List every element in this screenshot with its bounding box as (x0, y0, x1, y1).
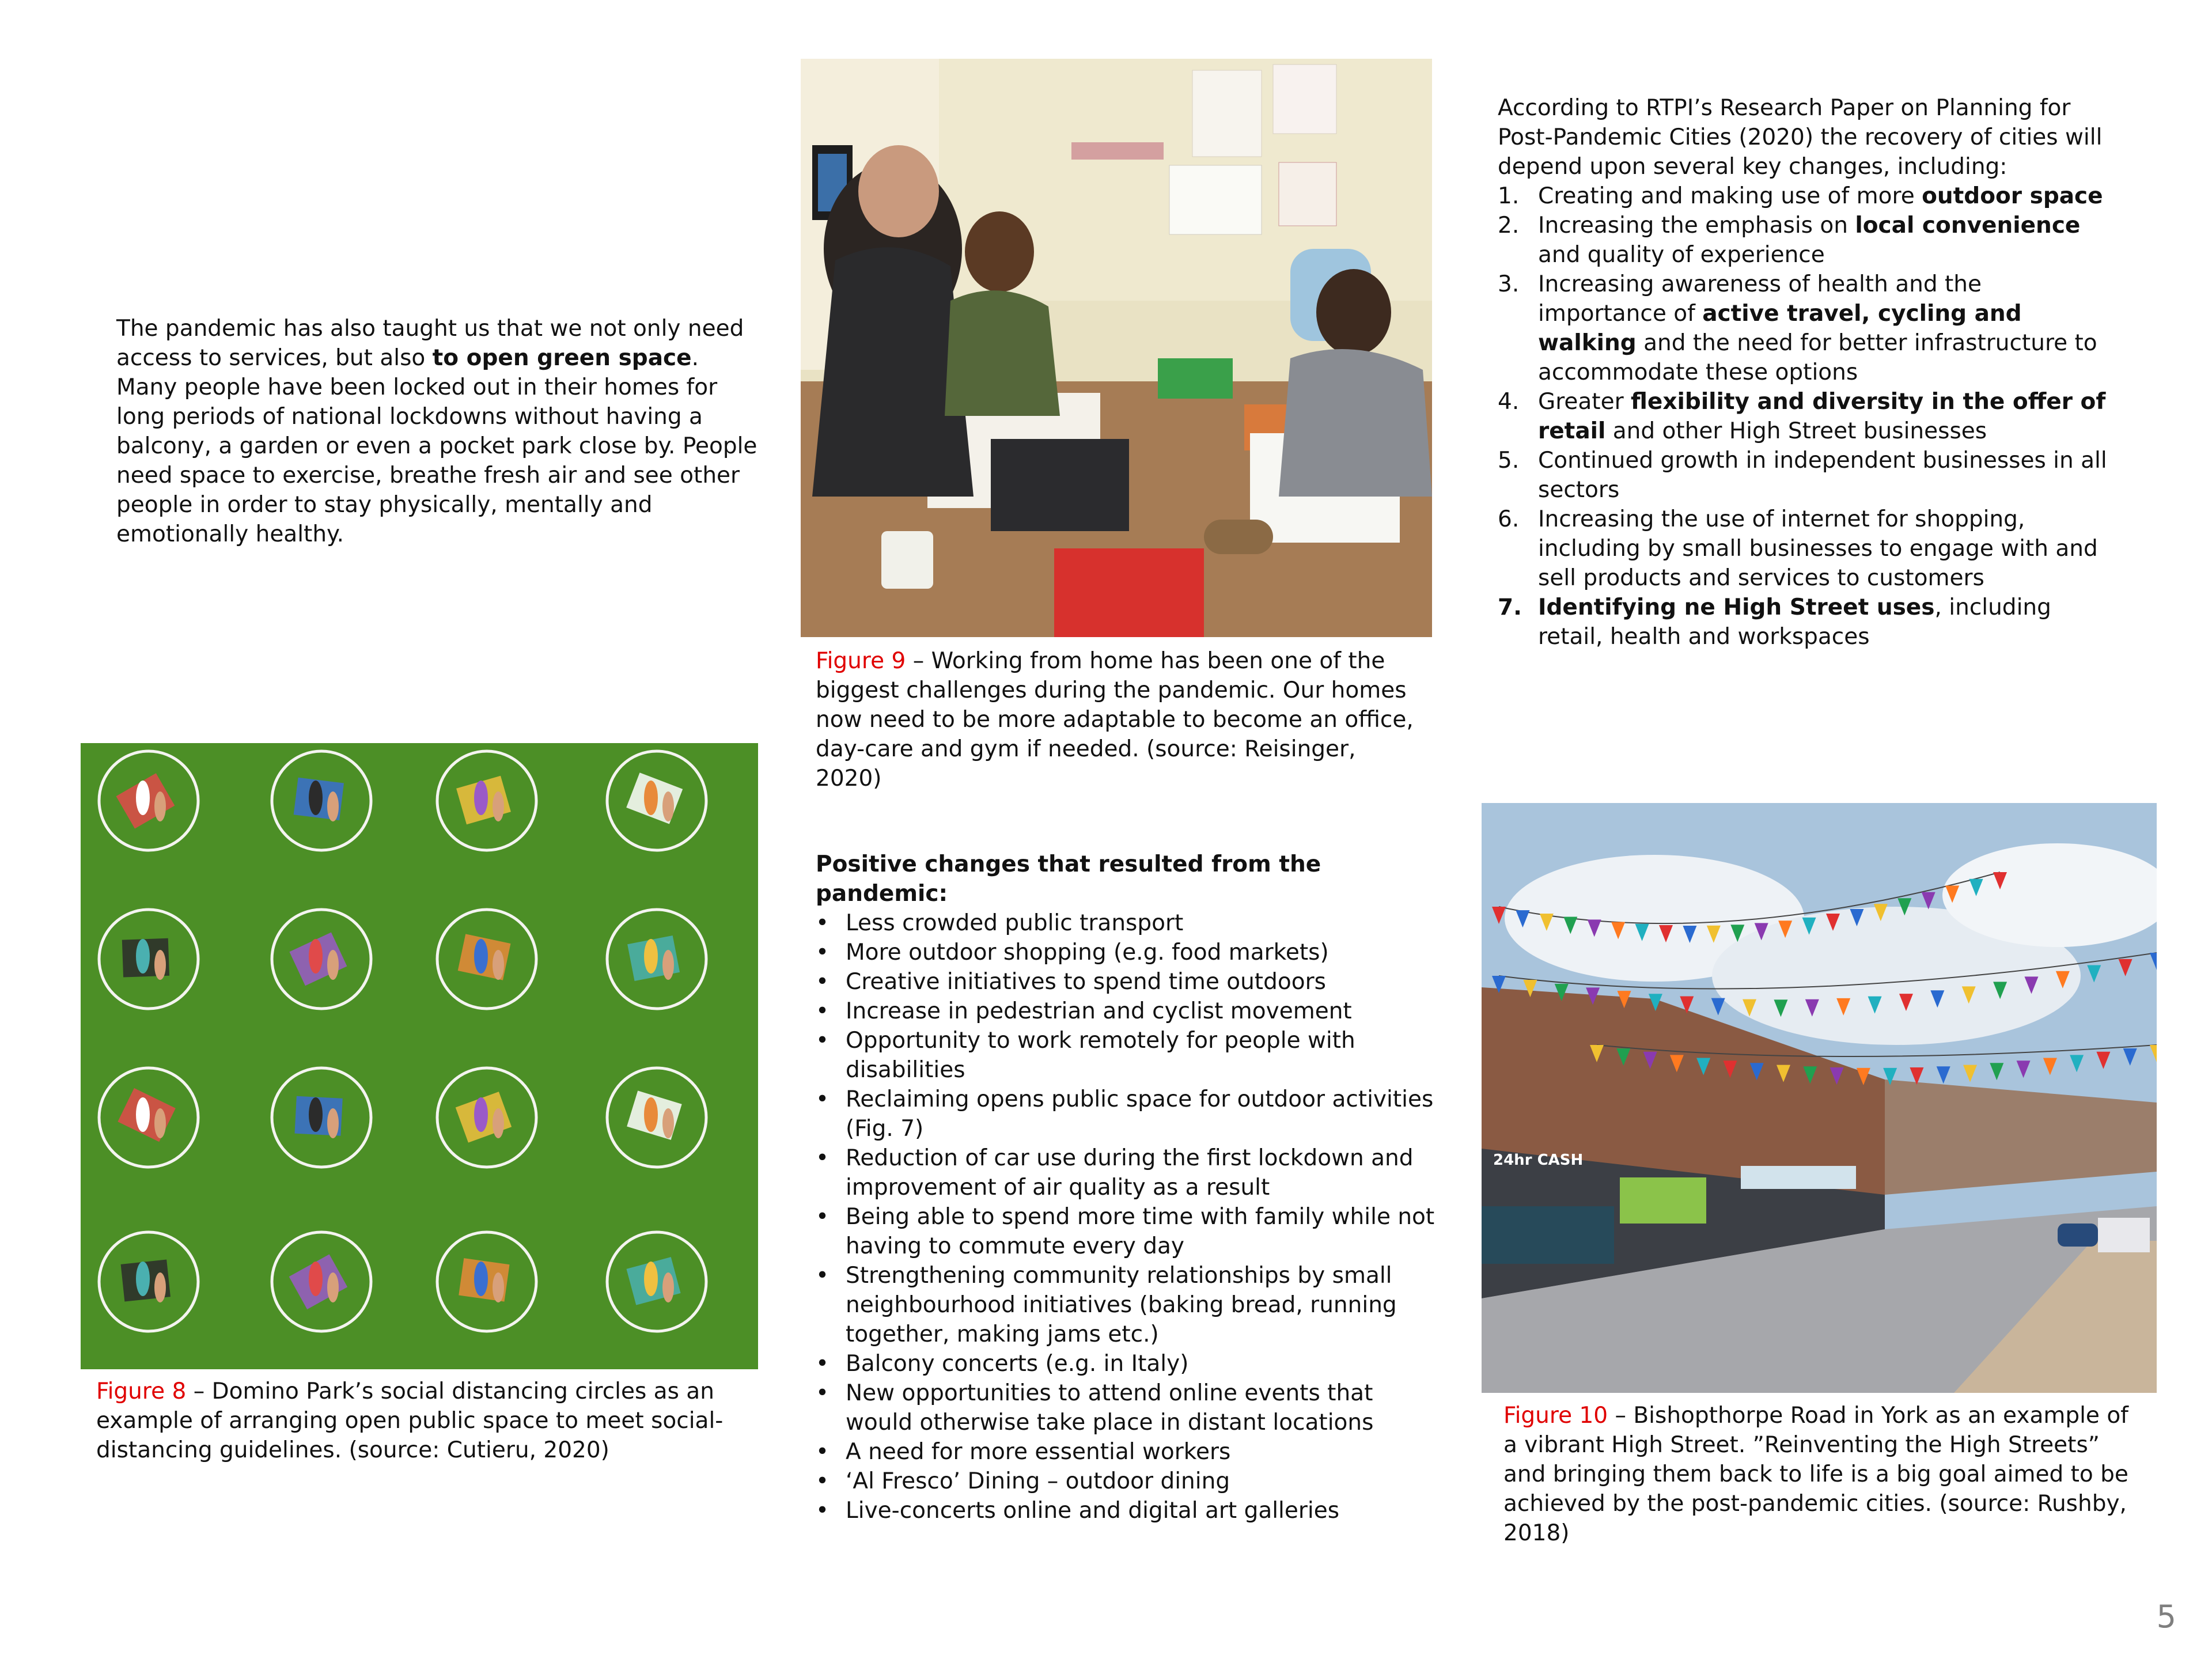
figure-9-photo (801, 59, 1432, 637)
positive-change-item (816, 1437, 1438, 1467)
rtpi-item-text (1538, 211, 2108, 270)
positive-change-text: ‘Al Fresco’ Dining – outdoor dining (846, 1468, 1230, 1494)
rtpi-item-text (1538, 181, 2108, 211)
rtpi-list-item (1498, 181, 2108, 211)
rtpi-item-text-a: Creating and making use of more (1538, 183, 1922, 209)
positive-change-text: Opportunity to work remotely for people with disabilities (846, 1028, 1355, 1083)
positive-change-text: More outdoor shopping (e.g. food markets) (846, 940, 1329, 965)
rtpi-item-number: 5. (1498, 448, 1520, 474)
rtpi-item-text-a: Increasing awareness of health and the importance of (1538, 271, 1982, 327)
rtpi-item-text-c: , including retail, health and workspaces (1538, 594, 2051, 650)
bullet-icon: • (816, 969, 830, 995)
figure-8-label: Figure 8 (96, 1378, 187, 1404)
bullet-icon: • (816, 1086, 830, 1112)
positive-change-item (816, 938, 1438, 967)
positive-change-item (816, 1202, 1438, 1261)
rtpi-list-item (1498, 505, 2108, 593)
figure-10-photo (1482, 803, 2157, 1393)
positive-change-item (816, 1085, 1438, 1143)
figure-8-caption (96, 1377, 753, 1465)
positive-change-item (816, 997, 1438, 1026)
figure-10-caption-text: – Bishopthorpe Road in York as an example of a vibrant High Street. ”Reinventing the High Streets” and bringing them back to life is a big goal aimed to be achieved by the post-pandemic cities. (source: Rushby, 2018) (1503, 1403, 2128, 1546)
positive-change-item (816, 1261, 1438, 1349)
bullet-icon: • (816, 1145, 830, 1171)
rtpi-item-text (1538, 270, 2108, 387)
shop-sign: 24hr CASH (1493, 1152, 1584, 1169)
bullet-icon: • (816, 1204, 830, 1230)
intro-paragraph (116, 314, 762, 549)
figure-9-caption-text: – Working from home has been one of the biggest challenges during the pandemic. Our homes now need to be more adaptable to become an office, day-care and gym if needed. (source: Reisinger, 2020) (816, 648, 1414, 791)
page-number: 5 (2156, 1599, 2176, 1635)
positive-change-text: New opportunities to attend online events that would otherwise take place in distant locations (846, 1380, 1374, 1435)
rtpi-item-text-a: Continued growth in independent businesses in all sectors (1538, 448, 2107, 503)
positive-change-text: Creative initiatives to spend time outdoors (846, 969, 1326, 995)
rtpi-item-text (1538, 446, 2108, 505)
rtpi-item-text (1538, 505, 2108, 593)
rtpi-list-item (1498, 387, 2108, 446)
rtpi-item-text-c: and the need for better infrastructure to accommodate these options (1538, 330, 2097, 385)
bullet-icon: • (816, 1351, 830, 1377)
rtpi-list-item (1498, 270, 2108, 387)
rtpi-section (1498, 93, 2108, 652)
positive-change-text: Reclaiming opens public space for outdoor activities (Fig. 7) (846, 1086, 1434, 1142)
positive-change-item (816, 1496, 1438, 1525)
rtpi-item-number: 6. (1498, 506, 1520, 532)
bullet-icon: • (816, 1439, 830, 1465)
positive-changes-section (816, 850, 1438, 1525)
rtpi-item-text-a: Greater (1538, 389, 1631, 415)
rtpi-item-text (1538, 387, 2108, 446)
rtpi-item-bold: local convenience (1855, 213, 2081, 238)
positive-changes-list (816, 908, 1438, 1525)
bullet-icon: • (816, 1468, 830, 1494)
bullet-icon: • (816, 910, 830, 936)
rtpi-item-text (1538, 593, 2108, 652)
bullet-icon: • (816, 1498, 830, 1524)
positive-change-item (816, 1378, 1438, 1437)
rtpi-intro: According to RTPI’s Research Paper on Planning for Post-Pandemic Cities (2020) the recovery of cities will depend upon several key changes, including: (1498, 95, 2103, 180)
rtpi-item-number: 7. (1498, 594, 1522, 620)
bullet-icon: • (816, 940, 830, 965)
positive-change-text: Live-concerts online and digital art galleries (846, 1498, 1340, 1524)
positive-change-text: Being able to spend more time with family while not having to commute every day (846, 1204, 1435, 1259)
bullet-icon: • (816, 998, 830, 1024)
park-lawn-svg (81, 743, 758, 1369)
bullet-icon: • (816, 1380, 830, 1406)
rtpi-item-bold: active travel, cycling and walking (1538, 301, 2022, 356)
rtpi-item-text-c: and quality of experience (1538, 242, 1825, 268)
rtpi-item-number: 4. (1498, 389, 1520, 415)
positive-change-item (816, 1467, 1438, 1496)
rtpi-list-item (1498, 593, 2108, 652)
rtpi-item-number: 3. (1498, 271, 1520, 297)
figure-8-photo (81, 743, 758, 1369)
figure-10-caption (1503, 1401, 2149, 1548)
rtpi-item-bold: Identifying ne High Street uses (1538, 594, 1935, 620)
positive-change-text: Increase in pedestrian and cyclist movement (846, 998, 1352, 1024)
figure-9-caption (816, 646, 1426, 793)
rtpi-item-text-c: and other High Street businesses (1605, 418, 1987, 444)
intro-text-start: The pandemic has also taught us that we not only need access to services, but also (116, 316, 744, 371)
positive-change-text: Reduction of car use during the first lockdown and improvement of air quality as a result (846, 1145, 1414, 1200)
intro-bold-phrase: to open green space (432, 345, 692, 371)
figure-9-label: Figure 9 (816, 648, 906, 674)
positive-change-item (816, 1349, 1438, 1378)
figure-10-label: Figure 10 (1503, 1403, 1608, 1429)
rtpi-item-bold: flexibility and diversity in the offer of retail (1538, 389, 2106, 444)
positive-change-item (816, 1143, 1438, 1202)
positive-change-item (816, 908, 1438, 938)
high-street-svg (1482, 803, 2157, 1393)
positive-change-text: A need for more essential workers (846, 1439, 1231, 1465)
bullet-icon: • (816, 1028, 830, 1054)
positive-change-item (816, 1026, 1438, 1085)
rtpi-list-item (1498, 211, 2108, 270)
positive-change-text: Strengthening community relationships by small neighbourhood initiatives (baking bread, running together, making jams etc.) (846, 1263, 1397, 1347)
intro-text-end: . Many people have been locked out in their homes for long periods of national lockdowns without having a balcony, a garden or even a pocket park close by. People need space to exercise, breathe fresh air and see other people in order to stay physically, mentally and emotionally healthy. (116, 345, 757, 547)
rtpi-item-number: 2. (1498, 213, 1520, 238)
positive-changes-title: Positive changes that resulted from the pandemic: (816, 851, 1321, 907)
rtpi-list-item (1498, 446, 2108, 505)
positive-change-text: Less crowded public transport (846, 910, 1184, 936)
figure-8-caption-text: – Domino Park’s social distancing circles as an example of arranging open public space to meet social-distancing guidelines. (source: Cutieru, 2020) (96, 1378, 724, 1463)
rtpi-item-text-a: Increasing the use of internet for shopping, including by small businesses to engage with and sell products and services to customers (1538, 506, 2098, 591)
rtpi-item-number: 1. (1498, 183, 1520, 209)
bullet-icon: • (816, 1263, 830, 1289)
positive-change-text: Balcony concerts (e.g. in Italy) (846, 1351, 1189, 1377)
rtpi-item-text-a: Increasing the emphasis on (1538, 213, 1855, 238)
positive-change-item (816, 967, 1438, 997)
rtpi-list (1498, 181, 2108, 652)
rtpi-item-bold: outdoor space (1922, 183, 2103, 209)
